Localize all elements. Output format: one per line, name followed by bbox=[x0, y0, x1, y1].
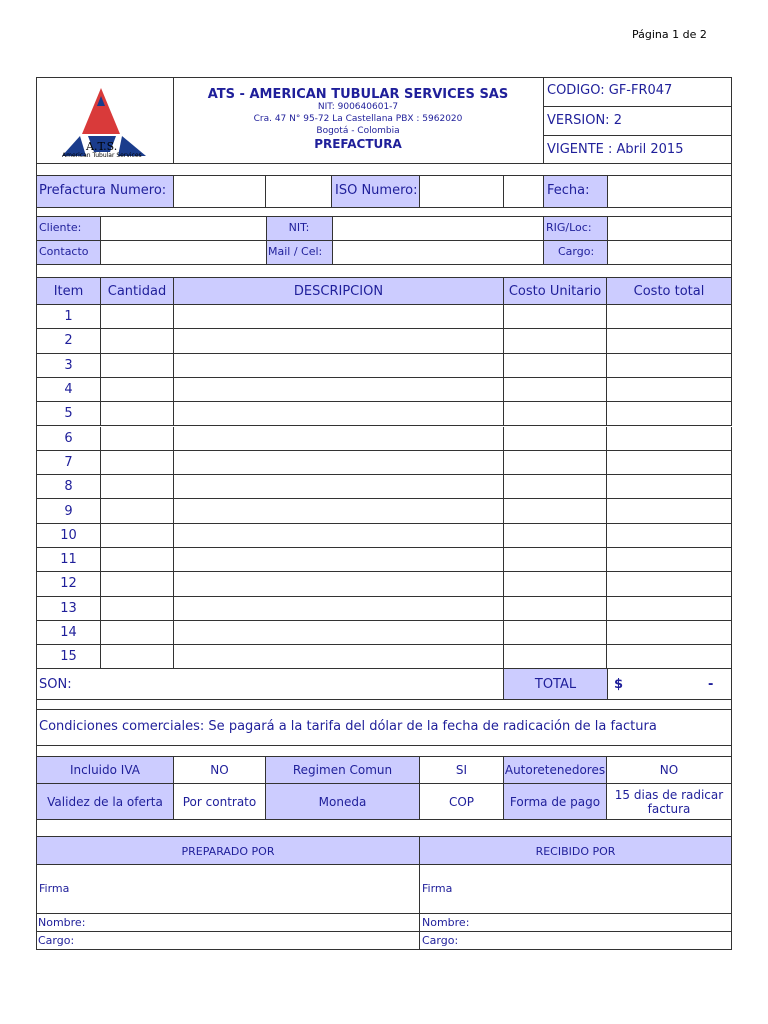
term-forma-pago: Forma de pago bbox=[504, 784, 607, 820]
item-number: 4 bbox=[37, 378, 101, 402]
contacto-field[interactable] bbox=[101, 241, 266, 264]
costo-unitario-cell[interactable] bbox=[504, 572, 607, 596]
costo-unitario-cell[interactable] bbox=[504, 451, 607, 475]
cantidad-cell[interactable] bbox=[101, 499, 174, 523]
vigente: VIGENTE : Abril 2015 bbox=[547, 142, 684, 157]
costo-unitario-cell[interactable] bbox=[504, 499, 607, 523]
forma-pago-line2: factura bbox=[647, 801, 691, 816]
costo-unitario-cell[interactable] bbox=[504, 597, 607, 621]
descripcion-cell[interactable] bbox=[174, 427, 504, 451]
costo-unitario-cell[interactable] bbox=[504, 354, 607, 378]
company-city: Bogotá - Colombia bbox=[316, 126, 400, 136]
costo-total-cell[interactable] bbox=[607, 572, 732, 596]
page-number: Página 1 de 2 bbox=[632, 28, 707, 41]
item-number: 7 bbox=[37, 451, 101, 475]
costo-unitario-cell[interactable] bbox=[504, 329, 607, 353]
item-number: 8 bbox=[37, 475, 101, 499]
cantidad-cell[interactable] bbox=[101, 378, 174, 402]
firma-preparado: Firma bbox=[39, 882, 70, 895]
item-number: 9 bbox=[37, 499, 101, 523]
costo-total-cell[interactable] bbox=[607, 305, 732, 329]
costo-total-cell[interactable] bbox=[607, 402, 732, 426]
term-moneda: Moneda bbox=[266, 784, 420, 820]
descripcion-cell[interactable] bbox=[174, 621, 504, 645]
descripcion-cell[interactable] bbox=[174, 645, 504, 669]
son-label: SON: bbox=[39, 677, 72, 692]
descripcion-cell[interactable] bbox=[174, 548, 504, 572]
descripcion-cell[interactable] bbox=[174, 524, 504, 548]
costo-unitario-cell[interactable] bbox=[504, 645, 607, 669]
costo-total-cell[interactable] bbox=[607, 524, 732, 548]
costo-total-cell[interactable] bbox=[607, 645, 732, 669]
descripcion-cell[interactable] bbox=[174, 475, 504, 499]
costo-total-cell[interactable] bbox=[607, 548, 732, 572]
header-costo-unitario: Costo Unitario bbox=[504, 278, 607, 305]
cantidad-cell[interactable] bbox=[101, 402, 174, 426]
total-row bbox=[36, 668, 732, 700]
company-name: ATS - AMERICAN TUBULAR SERVICES SAS bbox=[207, 87, 509, 102]
forma-pago-line1: 15 dias de radicar bbox=[614, 787, 724, 802]
company-address: Cra. 47 N° 95-72 La Castellana PBX : 5962020 bbox=[253, 114, 463, 124]
nit-label: NIT: bbox=[288, 221, 310, 234]
cargo-label: Cargo: bbox=[558, 245, 595, 258]
descripcion-cell[interactable] bbox=[174, 378, 504, 402]
cantidad-cell[interactable] bbox=[101, 475, 174, 499]
total-value: - bbox=[708, 677, 714, 692]
costo-unitario-cell[interactable] bbox=[504, 427, 607, 451]
cantidad-cell[interactable] bbox=[101, 329, 174, 353]
item-number: 11 bbox=[37, 548, 101, 572]
cantidad-cell[interactable] bbox=[101, 524, 174, 548]
cantidad-cell[interactable] bbox=[101, 305, 174, 329]
cantidad-cell[interactable] bbox=[101, 354, 174, 378]
recibido-por: RECIBIDO POR bbox=[535, 845, 616, 858]
descripcion-cell[interactable] bbox=[174, 329, 504, 353]
costo-total-cell[interactable] bbox=[607, 451, 732, 475]
term-autoretenedores-value: NO bbox=[607, 757, 732, 784]
costo-total-cell[interactable] bbox=[607, 499, 732, 523]
costo-unitario-cell[interactable] bbox=[504, 548, 607, 572]
term-regimen: Regimen Comun bbox=[266, 757, 420, 784]
term-autoretenedores: Autoretenedores bbox=[504, 757, 607, 784]
costo-total-cell[interactable] bbox=[607, 621, 732, 645]
costo-total-cell[interactable] bbox=[607, 378, 732, 402]
nombre-preparado: Nombre: bbox=[38, 916, 86, 929]
fecha-label: Fecha: bbox=[547, 183, 590, 198]
mail-label: Mail / Cel: bbox=[268, 245, 323, 258]
item-number: 3 bbox=[37, 354, 101, 378]
items-table bbox=[36, 277, 732, 670]
item-number: 14 bbox=[37, 621, 101, 645]
term-moneda-value: COP bbox=[420, 784, 504, 820]
term-incluido-iva: Incluido IVA bbox=[37, 757, 174, 784]
cargo-preparado: Cargo: bbox=[38, 934, 75, 947]
company-logo bbox=[60, 84, 150, 162]
costo-total-cell[interactable] bbox=[607, 475, 732, 499]
descripcion-cell[interactable] bbox=[174, 499, 504, 523]
prefactura-number-field[interactable] bbox=[173, 175, 266, 208]
rig-field[interactable] bbox=[608, 217, 731, 240]
nombre-recibido: Nombre: bbox=[422, 916, 470, 929]
costo-total-cell[interactable] bbox=[607, 354, 732, 378]
term-validez: Validez de la oferta bbox=[37, 784, 174, 820]
iso-number-field[interactable] bbox=[419, 175, 504, 208]
costo-unitario-cell[interactable] bbox=[504, 524, 607, 548]
cantidad-cell[interactable] bbox=[101, 621, 174, 645]
logo-text: A.T.S. bbox=[86, 140, 118, 153]
costo-total-cell[interactable] bbox=[607, 597, 732, 621]
contacto-label: Contacto bbox=[39, 245, 89, 258]
costo-unitario-cell[interactable] bbox=[504, 305, 607, 329]
company-nit: NIT: 900640601-7 bbox=[317, 102, 399, 112]
costo-total-cell[interactable] bbox=[607, 427, 732, 451]
header-costo-total: Costo total bbox=[607, 278, 732, 305]
version: VERSION: 2 bbox=[547, 113, 622, 128]
descripcion-cell[interactable] bbox=[174, 451, 504, 475]
item-number: 15 bbox=[37, 645, 101, 669]
descripcion-cell[interactable] bbox=[174, 572, 504, 596]
cliente-field[interactable] bbox=[101, 217, 266, 240]
item-number: 13 bbox=[37, 597, 101, 621]
cantidad-cell[interactable] bbox=[101, 572, 174, 596]
rig-label: RIG/Loc: bbox=[546, 221, 592, 234]
nit-field[interactable] bbox=[333, 217, 543, 240]
cargo-recibido: Cargo: bbox=[422, 934, 459, 947]
costo-unitario-cell[interactable] bbox=[504, 378, 607, 402]
cantidad-cell[interactable] bbox=[101, 451, 174, 475]
document-title: PREFACTURA bbox=[314, 137, 402, 151]
cliente-label: Cliente: bbox=[39, 221, 82, 234]
preparado-por: PREPARADO POR bbox=[181, 845, 275, 858]
cantidad-cell[interactable] bbox=[101, 427, 174, 451]
costo-unitario-cell[interactable] bbox=[504, 621, 607, 645]
item-number: 12 bbox=[37, 572, 101, 596]
header-descripcion: DESCRIPCION bbox=[174, 278, 504, 305]
terms-table bbox=[36, 756, 732, 820]
logo-caption: American Tubular Services bbox=[62, 152, 142, 159]
header-cantidad: Cantidad bbox=[101, 278, 174, 305]
term-iva-value: NO bbox=[174, 757, 266, 784]
costo-total-cell[interactable] bbox=[607, 329, 732, 353]
fecha-field[interactable] bbox=[608, 176, 731, 207]
item-number: 1 bbox=[37, 305, 101, 329]
header-item: Item bbox=[37, 278, 101, 305]
item-number: 2 bbox=[37, 329, 101, 353]
total-label: TOTAL bbox=[534, 677, 577, 692]
cantidad-cell[interactable] bbox=[101, 645, 174, 669]
item-number: 10 bbox=[37, 524, 101, 548]
term-regimen-value: SI bbox=[420, 757, 504, 784]
term-validez-value: Por contrato bbox=[174, 784, 266, 820]
firma-recibido: Firma bbox=[422, 882, 453, 895]
costo-unitario-cell[interactable] bbox=[504, 475, 607, 499]
descripcion-cell[interactable] bbox=[174, 402, 504, 426]
term-forma-pago-value bbox=[607, 784, 732, 820]
item-number: 6 bbox=[37, 427, 101, 451]
prefactura-label: Prefactura Numero: bbox=[39, 183, 167, 198]
costo-unitario-cell[interactable] bbox=[504, 402, 607, 426]
descripcion-cell[interactable] bbox=[174, 597, 504, 621]
cargo-field[interactable] bbox=[608, 241, 731, 264]
iso-label: ISO Numero: bbox=[335, 183, 418, 198]
item-number: 5 bbox=[37, 402, 101, 426]
descripcion-cell[interactable] bbox=[174, 354, 504, 378]
conditions-text: Condiciones comerciales: Se pagará a la tarifa del dólar de la fecha de radicación de la factura bbox=[39, 719, 657, 734]
mail-field[interactable] bbox=[333, 241, 543, 264]
descripcion-cell[interactable] bbox=[174, 305, 504, 329]
cantidad-cell[interactable] bbox=[101, 548, 174, 572]
codigo: CODIGO: GF-FR047 bbox=[547, 83, 673, 98]
cantidad-cell[interactable] bbox=[101, 597, 174, 621]
total-currency: $ bbox=[614, 677, 624, 692]
